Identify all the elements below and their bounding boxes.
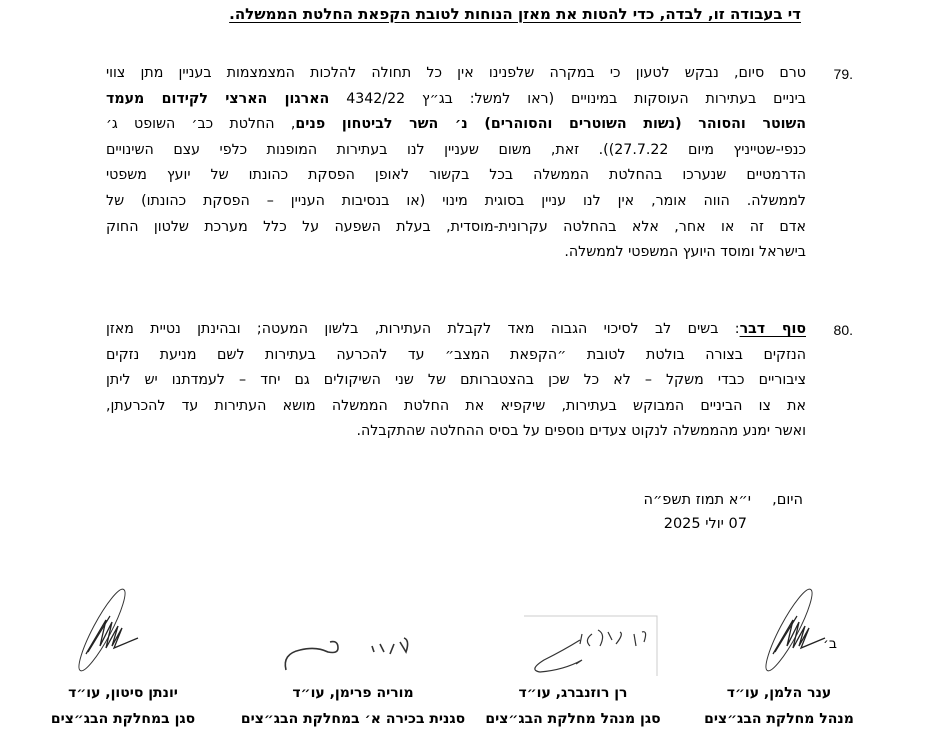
signature-helman-icon bbox=[753, 586, 833, 676]
text: הדרמטיים שנערכו בהחלטת הממשלה בכל בקשור לאופן הפסקת כהונתו של יועץ משפטי bbox=[106, 167, 806, 184]
signer-title: סגנית בכירה א׳ במחלקת הבג״צים bbox=[240, 711, 466, 727]
bold-text: השוטר והסוהר (נשות השוטרים והסוהרים) נ׳ השר לביטחון פנים bbox=[295, 116, 806, 133]
bold-text: הארגון הארצי לקידום מעמד bbox=[106, 90, 330, 107]
paragraph-line bbox=[106, 419, 806, 445]
paragraph-79 bbox=[106, 61, 806, 266]
text: טרם סיום, נבקש לטעון כי במקרה שלפנינו אין כל תחולה להלכות המצמצמות בעניין מתן צווי bbox=[106, 65, 806, 81]
paragraph-line bbox=[106, 61, 806, 87]
paragraph-line bbox=[106, 138, 806, 164]
signer-name: יונתן סיטון, עו״ד bbox=[68, 685, 178, 701]
continued-heading: די בעבודה זו, לבדה, כדי להטות את מאזן הנוחות לטובת הקפאת החלטת הממשלה. bbox=[229, 5, 801, 23]
signer-seaton bbox=[33, 680, 213, 729]
paragraph-line bbox=[106, 240, 806, 266]
text: הנזקים בצורה בולטת לטובת ״הקפאת המצב״ עד להכרעה בעתירות לשם מניעת נזקים bbox=[106, 346, 806, 363]
paragraph-line bbox=[106, 215, 806, 241]
signer-name: ענר הלמן, עו״ד bbox=[726, 685, 832, 701]
paragraph-line bbox=[106, 317, 806, 343]
signer-name: מוריה פרימן, עו״ד bbox=[292, 685, 414, 701]
date-label: היום, bbox=[772, 492, 803, 508]
text: ציבוריים כבדי משקל – לא כל שכן בהצטברותם של שני השיקולים גם יחד – לעמדתנו יש ליתן bbox=[106, 372, 806, 389]
paragraph-line bbox=[106, 163, 806, 189]
gregorian-date: 07 יולי 2025 bbox=[663, 516, 747, 532]
signer-title: סגן מנהל מחלקת הבג״צים bbox=[485, 711, 661, 727]
signer-helman bbox=[679, 680, 879, 729]
paragraph-line bbox=[106, 343, 806, 369]
paragraph-number-79: 79. bbox=[833, 66, 853, 82]
paragraph-line bbox=[106, 189, 806, 215]
text: : בשים לב לסיכוי הגבוה מאד לקבלת העתירות, בלשון המעטה; ובהינתן נטיית מאזן bbox=[106, 321, 740, 337]
paragraph-line bbox=[106, 87, 806, 113]
signer-title: סגן במחלקת הבג״צים bbox=[50, 711, 196, 727]
text: לממשלה. הווה אומר, אין לנו עניין בסוגית מינוי (או בנסיבות העניין – הפסקת כהונתו) של bbox=[106, 192, 806, 209]
signature-rosenberg-icon bbox=[524, 610, 659, 678]
signer-name: רן רוזנברג, עו״ד bbox=[518, 685, 628, 701]
paragraph-line bbox=[106, 368, 806, 394]
paragraph-80 bbox=[106, 317, 806, 445]
text: כנפי-שטייניץ מיום 27.7.22)). זאת, משום שעניין לנו בעתירות המופנות כלפי עצם השינויים bbox=[106, 141, 806, 158]
signature-freiman-icon bbox=[276, 624, 416, 674]
text: , החלטת כב׳ השופט ג׳ bbox=[106, 116, 296, 133]
signers-block bbox=[0, 680, 931, 729]
signature-seaton-icon bbox=[66, 586, 146, 676]
text: ואשר ימנע מהממשלה לנקוט צעדים נוספים על בסיס ההחלטה שהתקבלה. bbox=[356, 423, 806, 440]
date-block bbox=[643, 488, 803, 536]
signature-area bbox=[0, 580, 931, 680]
signer-freiman bbox=[233, 680, 473, 729]
hebrew-date: י״א תמוז תשפ״ה bbox=[643, 492, 751, 508]
bold-text: סוף דבר bbox=[739, 321, 806, 337]
paragraph-line bbox=[106, 394, 806, 420]
text: ביניים בעתירות העוסקות במינויים (ראו למשל: בג״ץ 4342/22 bbox=[329, 90, 806, 107]
text: בישראל ומוסד היועץ המשפטי לממשלה. bbox=[564, 244, 806, 261]
paragraph-line bbox=[106, 112, 806, 138]
paragraph-number-80: 80. bbox=[833, 322, 853, 338]
signer-title: מנהל מחלקת הבג״צים bbox=[704, 711, 854, 727]
on-behalf-mark: ב׳ bbox=[823, 636, 837, 652]
text: אדם זה או אחר, אלא בהחלטה עקרונית-מוסדית, בעלת השפעה על כלל מערכת שלטון החוק bbox=[106, 218, 806, 235]
text: את צו הביניים המבוקש בעתירות, שיקפיא את החלטת הממשלה מושא העתירות עד להכרעתן, bbox=[106, 397, 806, 414]
signer-rosenberg bbox=[473, 680, 673, 729]
